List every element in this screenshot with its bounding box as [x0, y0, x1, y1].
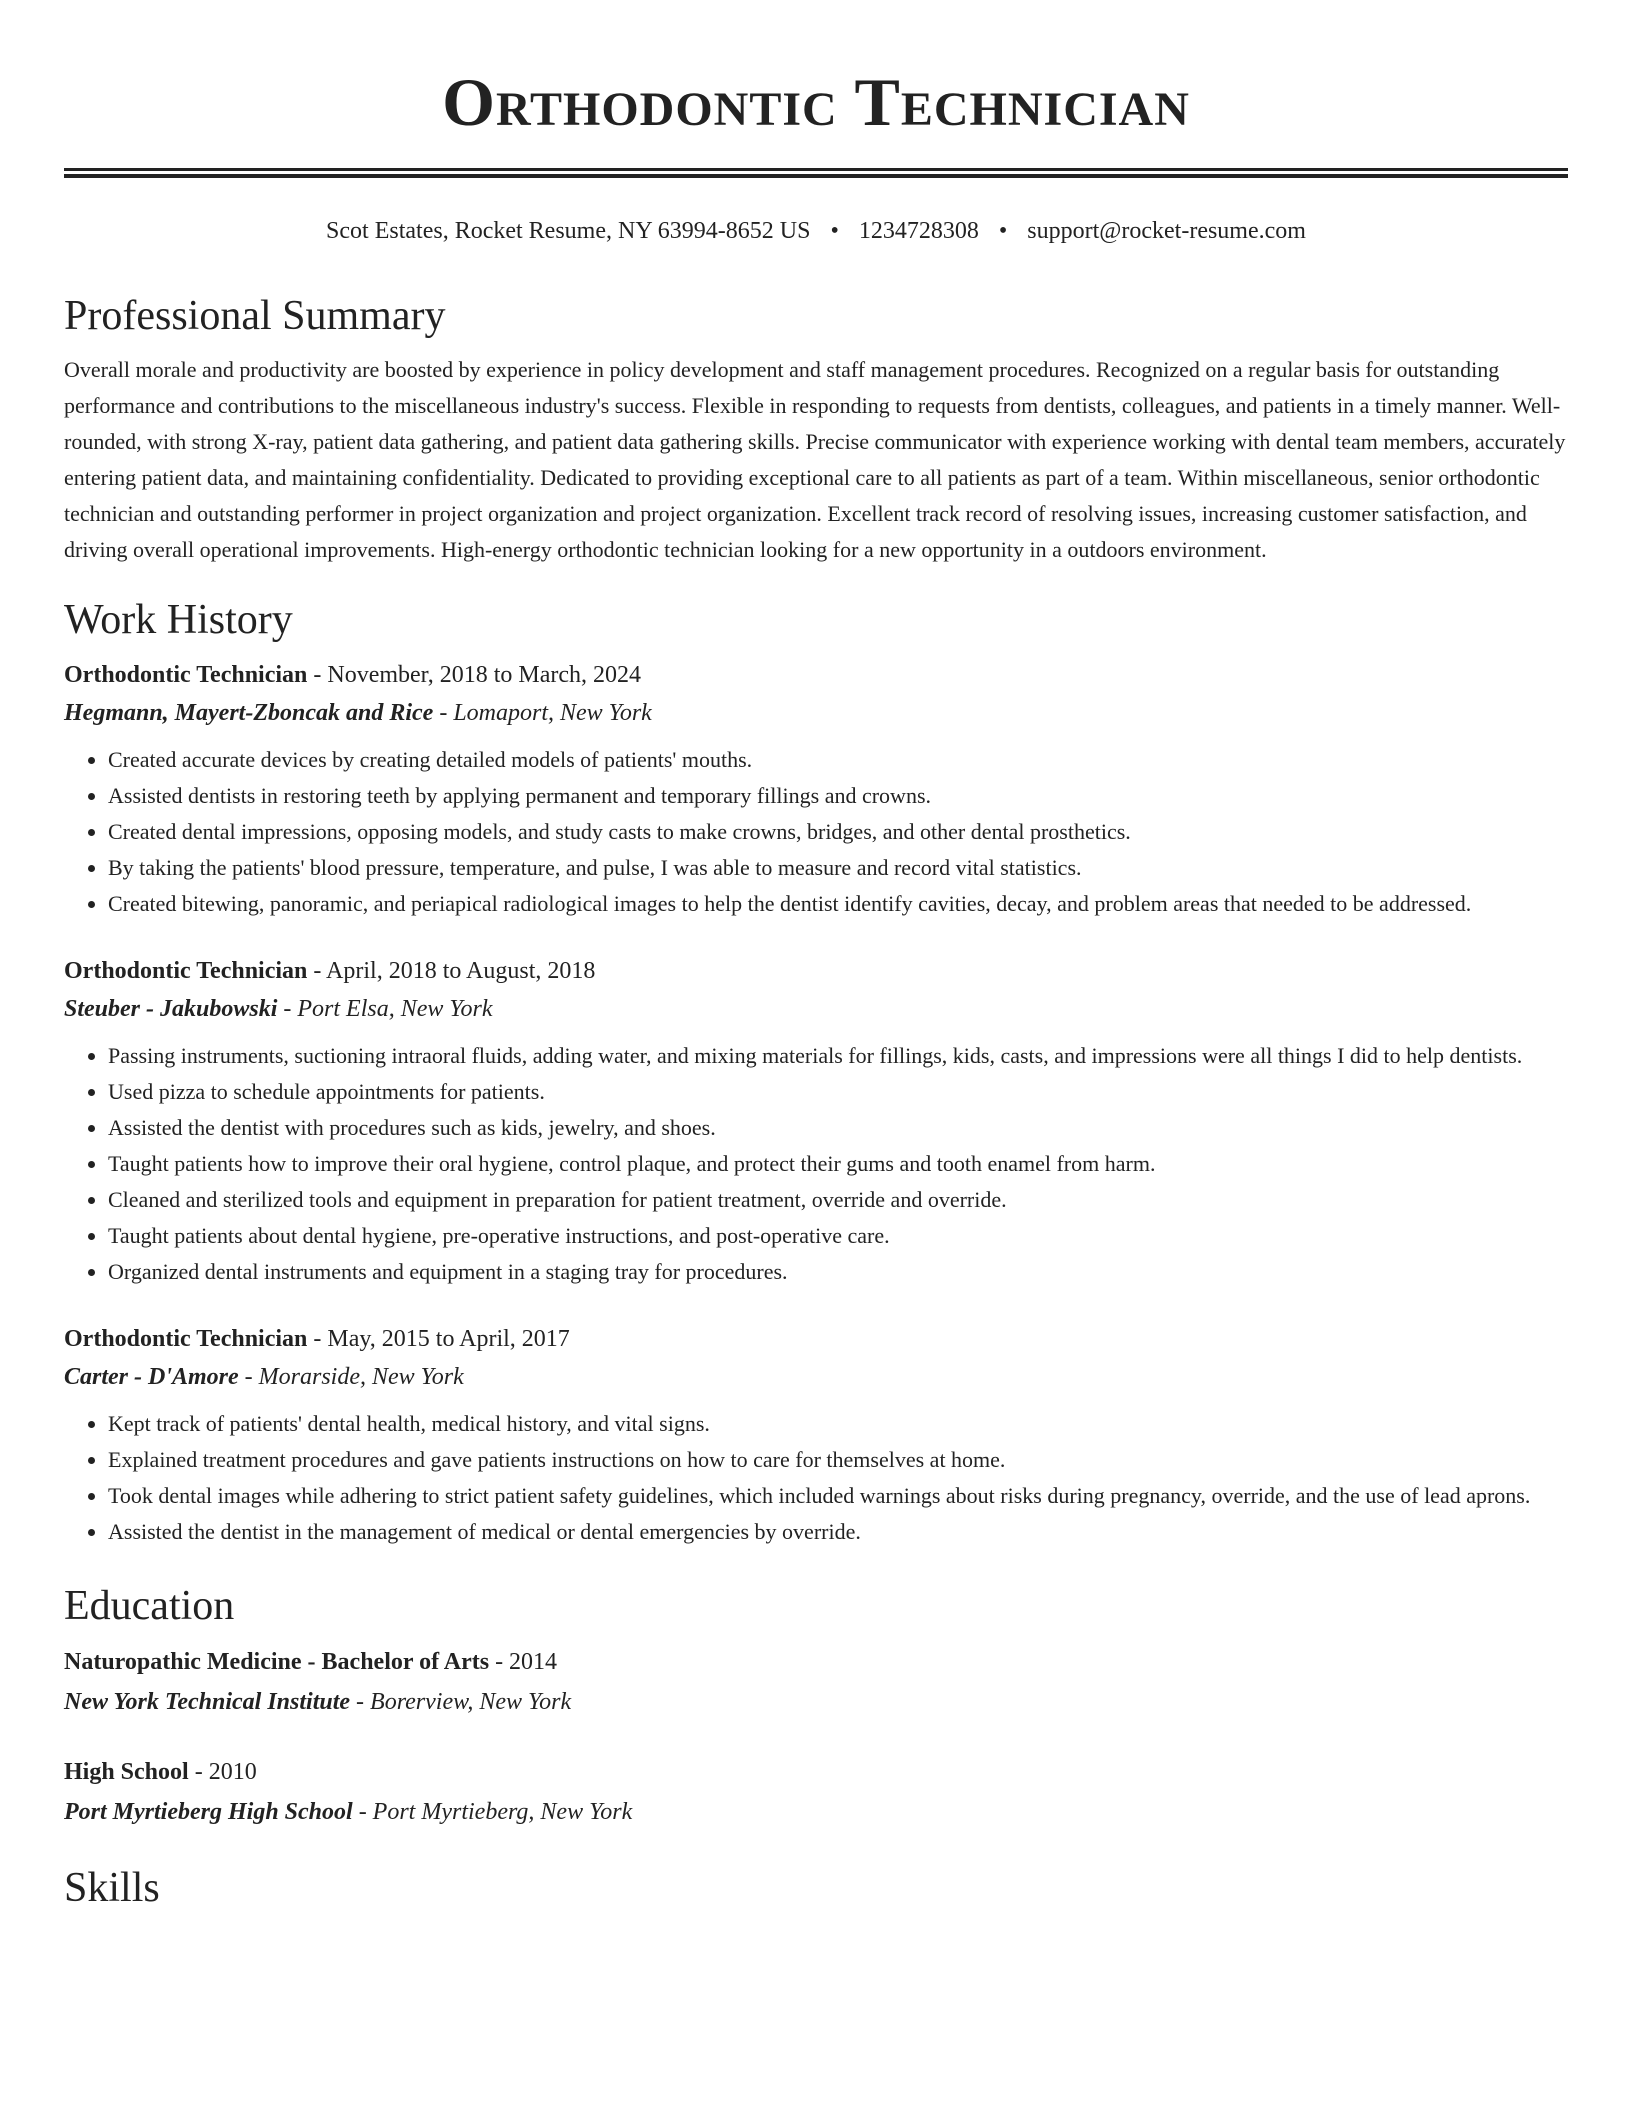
job-bullet: • Created bitewing, panoramic, and periapical radiological images to help the dentist identify cavities, decay, and problem areas that needed to be addressed.: [108, 886, 1568, 922]
job-bullet: • Used pizza to schedule appointments for patients.: [108, 1074, 1568, 1110]
education-school-line: [64, 1682, 1568, 1722]
job-bullet: • Took dental images while adhering to strict patient safety guidelines, which included warnings about risks during pregnancy, override, and the use of lead aprons.: [108, 1478, 1568, 1514]
education-degree-line: [64, 1642, 1568, 1682]
job-bullet: • Assisted dentists in restoring teeth by applying permanent and temporary fillings and crowns.: [108, 778, 1568, 814]
job-bullet: • Passing instruments, suctioning intraoral fluids, adding water, and mixing materials for fillings, kids, casts, and impressions were all things I did to help dentists.: [108, 1038, 1568, 1074]
education-degree-line: [64, 1752, 1568, 1792]
job-bullet: • Created dental impressions, opposing models, and study casts to make crowns, bridges, and other dental prosthetics.: [108, 814, 1568, 850]
resume-name: Orthodontic Technician: [442, 64, 1190, 140]
job-bullets: [64, 1038, 1568, 1290]
skills-section: [64, 1862, 1568, 1914]
job-bullet: • Organized dental instruments and equipment in a staging tray for procedures.: [108, 1254, 1568, 1290]
job-bullet: • Cleaned and sterilized tools and equipment in preparation for patient treatment, override and override.: [108, 1182, 1568, 1218]
job-title: Orthodontic Technician: [64, 958, 308, 984]
education-entry: [64, 1642, 1568, 1722]
job-bullet: • Assisted the dentist in the management of medical or dental emergencies by override.: [108, 1514, 1568, 1550]
section-title-work-history: Work History: [64, 597, 293, 643]
job-dates: - April, 2018 to August, 2018: [307, 958, 596, 984]
education-year: - 2010: [188, 1759, 257, 1785]
job-location: - Port Elsa, New York: [277, 996, 493, 1022]
section-title-education: Education: [64, 1583, 235, 1629]
education-school-line: [64, 1792, 1568, 1832]
job-bullet: • By taking the patients' blood pressure, temperature, and pulse, I was able to measure and record vital statistics.: [108, 850, 1568, 886]
contact-address: Scot Estates, Rocket Resume, NY 63994-8652 US: [326, 218, 811, 244]
job-title: Orthodontic Technician: [64, 662, 308, 688]
job-header: [64, 656, 1568, 694]
contact-separator: •: [998, 218, 1008, 244]
education-degree: High School: [64, 1759, 189, 1785]
work-history-section: [64, 594, 1568, 1550]
job-bullet: • Taught patients about dental hygiene, pre-operative instructions, and post-operative care.: [108, 1218, 1568, 1254]
job-employer: [64, 990, 1568, 1028]
education-location: - Port Myrtieberg, New York: [352, 1799, 633, 1825]
summary-section: [64, 290, 1568, 568]
job-header: [64, 952, 1568, 990]
resume-page: [64, 0, 1568, 1911]
summary-text: Overall morale and productivity are boosted by experience in policy development and staff management procedures. Recognized on a regular basis for outstanding performance and contributions to the miscellaneous industry's success. Flexible in responding to requests from dentists, colleagues, and patients in a timely manner. Well-rounded, with strong X-ray, patient data gathering, and patient data gathering skills. Precise communicator with experience working with dental team members, accurately entering patient data, and maintaining confidentiality. Dedicated to providing exceptional care to all patients as part of a team. Within miscellaneous, senior orthodontic technician and outstanding performer in project organization and project organization. Excellent track record of resolving issues, increasing customer satisfaction, and driving overall operational improvements. High-energy orthodontic technician looking for a new opportunity in a outdoors environment.: [64, 357, 1566, 562]
job-company: Steuber - Jakubowski: [64, 996, 278, 1022]
contact-line: [64, 214, 1568, 248]
job-company: Carter - D'Amore: [64, 1364, 239, 1390]
education-school: New York Technical Institute: [64, 1689, 351, 1715]
job-dates: - May, 2015 to April, 2017: [307, 1326, 570, 1352]
contact-phone: 1234728308: [858, 218, 979, 244]
job-location: - Lomaport, New York: [433, 700, 652, 726]
job-bullet: • Explained treatment procedures and gave patients instructions on how to care for themselves at home.: [108, 1442, 1568, 1478]
contact-separator: •: [830, 218, 839, 244]
job-employer: [64, 694, 1568, 732]
job-entry: [64, 656, 1568, 922]
job-bullet: • Taught patients how to improve their oral hygiene, control plaque, and protect their gums and tooth enamel from harm.: [108, 1146, 1568, 1182]
education-degree: Naturopathic Medicine - Bachelor of Arts: [64, 1649, 490, 1675]
education-section: [64, 1580, 1568, 1832]
job-employer: [64, 1358, 1568, 1396]
job-header: [64, 1320, 1568, 1358]
job-company: Hegmann, Mayert-Zboncak and Rice: [64, 700, 434, 726]
job-dates: - November, 2018 to March, 2024: [307, 662, 642, 688]
job-bullet: • Created accurate devices by creating detailed models of patients' mouths.: [108, 742, 1568, 778]
education-entry: [64, 1752, 1568, 1832]
header-divider: [64, 168, 1568, 178]
contact-email: support@rocket-resume.com: [1027, 218, 1306, 244]
job-title: Orthodontic Technician: [64, 1326, 308, 1352]
education-school: Port Myrtieberg High School: [64, 1799, 353, 1825]
education-location: - Borerview, New York: [350, 1689, 572, 1715]
job-entry: [64, 952, 1568, 1290]
job-bullet: • Assisted the dentist with procedures such as kids, jewelry, and shoes.: [108, 1110, 1568, 1146]
resume-content: [64, 290, 1568, 1924]
education-year: - 2014: [489, 1649, 558, 1675]
job-bullets: [64, 742, 1568, 922]
job-bullet: • Kept track of patients' dental health, medical history, and vital signs.: [108, 1406, 1568, 1442]
job-location: - Morarside, New York: [238, 1364, 464, 1390]
section-title-summary: Professional Summary: [64, 293, 446, 339]
job-entry: [64, 1320, 1568, 1550]
job-bullets: [64, 1406, 1568, 1550]
section-title-skills: Skills: [64, 1865, 160, 1911]
